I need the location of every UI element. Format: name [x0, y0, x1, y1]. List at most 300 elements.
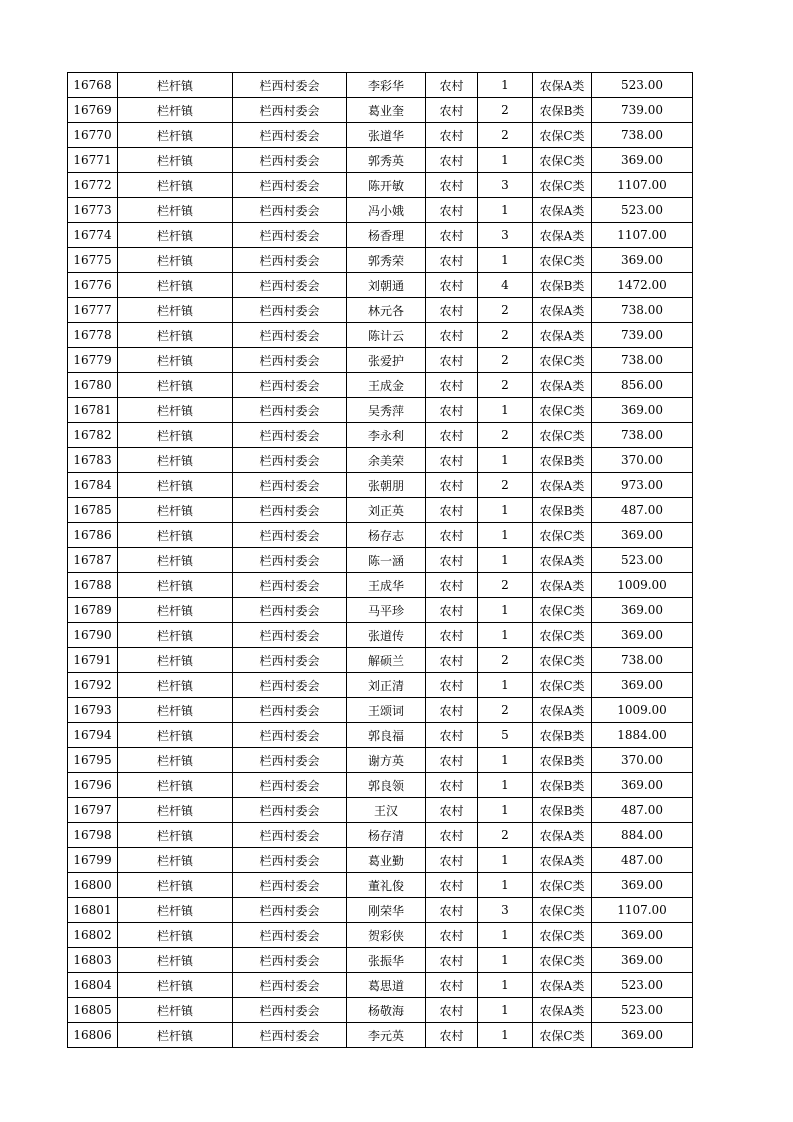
village-committee-cell: 栏西村委会	[233, 423, 347, 448]
person-name-cell: 葛业奎	[347, 98, 426, 123]
amount-cell: 369.00	[592, 598, 693, 623]
village-committee-cell: 栏西村委会	[233, 598, 347, 623]
record-id-cell: 16800	[68, 873, 118, 898]
household-type-cell: 农村	[426, 648, 478, 673]
roster-body	[68, 73, 693, 1048]
table-row	[68, 598, 693, 623]
person-name-cell: 郭良福	[347, 723, 426, 748]
town-cell: 栏杆镇	[118, 273, 233, 298]
amount-cell: 523.00	[592, 548, 693, 573]
person-name-cell: 贺彩侠	[347, 923, 426, 948]
household-type-cell: 农村	[426, 373, 478, 398]
village-committee-cell: 栏西村委会	[233, 398, 347, 423]
insurance-category-cell: 农保C类	[533, 1023, 592, 1048]
town-cell: 栏杆镇	[118, 848, 233, 873]
person-name-cell: 杨香理	[347, 223, 426, 248]
amount-cell: 738.00	[592, 648, 693, 673]
amount-cell: 1472.00	[592, 273, 693, 298]
insurance-category-cell: 农保C类	[533, 398, 592, 423]
table-row	[68, 223, 693, 248]
insurance-category-cell: 农保C类	[533, 523, 592, 548]
household-type-cell: 农村	[426, 923, 478, 948]
village-committee-cell: 栏西村委会	[233, 373, 347, 398]
insurance-category-cell: 农保C类	[533, 898, 592, 923]
member-count-cell: 2	[478, 98, 533, 123]
record-id-cell: 16793	[68, 698, 118, 723]
amount-cell: 738.00	[592, 298, 693, 323]
insurance-category-cell: 农保B类	[533, 273, 592, 298]
insurance-category-cell: 农保B类	[533, 798, 592, 823]
household-type-cell: 农村	[426, 773, 478, 798]
member-count-cell: 1	[478, 623, 533, 648]
record-id-cell: 16774	[68, 223, 118, 248]
insurance-category-cell: 农保B类	[533, 448, 592, 473]
person-name-cell: 张道传	[347, 623, 426, 648]
person-name-cell: 陈一涵	[347, 548, 426, 573]
member-count-cell: 2	[478, 423, 533, 448]
village-committee-cell: 栏西村委会	[233, 198, 347, 223]
insurance-category-cell: 农保A类	[533, 298, 592, 323]
amount-cell: 973.00	[592, 473, 693, 498]
member-count-cell: 1	[478, 198, 533, 223]
member-count-cell: 2	[478, 123, 533, 148]
town-cell: 栏杆镇	[118, 523, 233, 548]
person-name-cell: 余美荣	[347, 448, 426, 473]
person-name-cell: 陈计云	[347, 323, 426, 348]
town-cell: 栏杆镇	[118, 598, 233, 623]
village-committee-cell: 栏西村委会	[233, 548, 347, 573]
record-id-cell: 16770	[68, 123, 118, 148]
member-count-cell: 3	[478, 223, 533, 248]
insurance-category-cell: 农保B类	[533, 773, 592, 798]
village-committee-cell: 栏西村委会	[233, 473, 347, 498]
amount-cell: 523.00	[592, 998, 693, 1023]
record-id-cell: 16773	[68, 198, 118, 223]
table-row	[68, 823, 693, 848]
table-row	[68, 548, 693, 573]
table-row	[68, 873, 693, 898]
village-committee-cell: 栏西村委会	[233, 123, 347, 148]
amount-cell: 369.00	[592, 623, 693, 648]
amount-cell: 369.00	[592, 673, 693, 698]
town-cell: 栏杆镇	[118, 198, 233, 223]
village-committee-cell: 栏西村委会	[233, 923, 347, 948]
amount-cell: 370.00	[592, 448, 693, 473]
member-count-cell: 1	[478, 523, 533, 548]
table-row	[68, 73, 693, 98]
household-type-cell: 农村	[426, 323, 478, 348]
town-cell: 栏杆镇	[118, 98, 233, 123]
village-committee-cell: 栏西村委会	[233, 623, 347, 648]
member-count-cell: 1	[478, 498, 533, 523]
member-count-cell: 2	[478, 373, 533, 398]
amount-cell: 856.00	[592, 373, 693, 398]
household-type-cell: 农村	[426, 273, 478, 298]
amount-cell: 369.00	[592, 148, 693, 173]
amount-cell: 369.00	[592, 873, 693, 898]
town-cell: 栏杆镇	[118, 748, 233, 773]
member-count-cell: 1	[478, 548, 533, 573]
table-row	[68, 273, 693, 298]
household-type-cell: 农村	[426, 623, 478, 648]
member-count-cell: 1	[478, 673, 533, 698]
member-count-cell: 3	[478, 173, 533, 198]
village-committee-cell: 栏西村委会	[233, 323, 347, 348]
household-type-cell: 农村	[426, 148, 478, 173]
person-name-cell: 张道华	[347, 123, 426, 148]
member-count-cell: 1	[478, 148, 533, 173]
record-id-cell: 16779	[68, 348, 118, 373]
member-count-cell: 3	[478, 898, 533, 923]
table-row	[68, 648, 693, 673]
town-cell: 栏杆镇	[118, 323, 233, 348]
village-committee-cell: 栏西村委会	[233, 773, 347, 798]
village-committee-cell: 栏西村委会	[233, 148, 347, 173]
household-type-cell: 农村	[426, 673, 478, 698]
insurance-category-cell: 农保A类	[533, 998, 592, 1023]
member-count-cell: 1	[478, 973, 533, 998]
table-row	[68, 973, 693, 998]
member-count-cell: 2	[478, 323, 533, 348]
member-count-cell: 1	[478, 1023, 533, 1048]
household-type-cell: 农村	[426, 748, 478, 773]
household-type-cell: 农村	[426, 73, 478, 98]
amount-cell: 738.00	[592, 423, 693, 448]
town-cell: 栏杆镇	[118, 148, 233, 173]
amount-cell: 1107.00	[592, 898, 693, 923]
member-count-cell: 2	[478, 348, 533, 373]
household-type-cell: 农村	[426, 998, 478, 1023]
insurance-category-cell: 农保C类	[533, 173, 592, 198]
table-row	[68, 98, 693, 123]
household-type-cell: 农村	[426, 423, 478, 448]
household-type-cell: 农村	[426, 198, 478, 223]
record-id-cell: 16792	[68, 673, 118, 698]
member-count-cell: 5	[478, 723, 533, 748]
insurance-category-cell: 农保A类	[533, 73, 592, 98]
insurance-category-cell: 农保A类	[533, 823, 592, 848]
insurance-category-cell: 农保A类	[533, 698, 592, 723]
record-id-cell: 16768	[68, 73, 118, 98]
person-name-cell: 谢方英	[347, 748, 426, 773]
member-count-cell: 1	[478, 248, 533, 273]
member-count-cell: 1	[478, 798, 533, 823]
village-committee-cell: 栏西村委会	[233, 223, 347, 248]
member-count-cell: 1	[478, 848, 533, 873]
amount-cell: 1107.00	[592, 223, 693, 248]
person-name-cell: 杨存清	[347, 823, 426, 848]
household-type-cell: 农村	[426, 248, 478, 273]
table-row	[68, 373, 693, 398]
household-type-cell: 农村	[426, 448, 478, 473]
table-row	[68, 298, 693, 323]
village-committee-cell: 栏西村委会	[233, 298, 347, 323]
table-row	[68, 1023, 693, 1048]
record-id-cell: 16782	[68, 423, 118, 448]
household-type-cell: 农村	[426, 173, 478, 198]
town-cell: 栏杆镇	[118, 498, 233, 523]
insurance-category-cell: 农保B类	[533, 98, 592, 123]
amount-cell: 739.00	[592, 98, 693, 123]
member-count-cell: 1	[478, 748, 533, 773]
insurance-category-cell: 农保A类	[533, 323, 592, 348]
member-count-cell: 4	[478, 273, 533, 298]
insurance-category-cell: 农保A类	[533, 198, 592, 223]
village-committee-cell: 栏西村委会	[233, 648, 347, 673]
town-cell: 栏杆镇	[118, 698, 233, 723]
record-id-cell: 16776	[68, 273, 118, 298]
village-committee-cell: 栏西村委会	[233, 98, 347, 123]
amount-cell: 738.00	[592, 348, 693, 373]
village-committee-cell: 栏西村委会	[233, 73, 347, 98]
person-name-cell: 郭秀英	[347, 148, 426, 173]
town-cell: 栏杆镇	[118, 823, 233, 848]
insurance-category-cell: 农保C类	[533, 648, 592, 673]
person-name-cell: 葛业勤	[347, 848, 426, 873]
member-count-cell: 2	[478, 823, 533, 848]
table-row	[68, 998, 693, 1023]
table-row	[68, 148, 693, 173]
village-committee-cell: 栏西村委会	[233, 848, 347, 873]
record-id-cell: 16788	[68, 573, 118, 598]
amount-cell: 369.00	[592, 1023, 693, 1048]
table-row	[68, 623, 693, 648]
insurance-category-cell: 农保A类	[533, 473, 592, 498]
amount-cell: 1009.00	[592, 698, 693, 723]
record-id-cell: 16789	[68, 598, 118, 623]
record-id-cell: 16786	[68, 523, 118, 548]
household-type-cell: 农村	[426, 973, 478, 998]
person-name-cell: 冯小娥	[347, 198, 426, 223]
insurance-category-cell: 农保C类	[533, 623, 592, 648]
table-row	[68, 773, 693, 798]
insurance-category-cell: 农保A类	[533, 573, 592, 598]
household-type-cell: 农村	[426, 598, 478, 623]
village-committee-cell: 栏西村委会	[233, 723, 347, 748]
amount-cell: 523.00	[592, 73, 693, 98]
record-id-cell: 16794	[68, 723, 118, 748]
insurance-category-cell: 农保C类	[533, 148, 592, 173]
record-id-cell: 16799	[68, 848, 118, 873]
record-id-cell: 16790	[68, 623, 118, 648]
record-id-cell: 16802	[68, 923, 118, 948]
household-type-cell: 农村	[426, 873, 478, 898]
table-row	[68, 423, 693, 448]
town-cell: 栏杆镇	[118, 673, 233, 698]
person-name-cell: 陈开敏	[347, 173, 426, 198]
household-type-cell: 农村	[426, 523, 478, 548]
insurance-category-cell: 农保A类	[533, 373, 592, 398]
insurance-category-cell: 农保C类	[533, 123, 592, 148]
table-row	[68, 173, 693, 198]
insurance-category-cell: 农保C类	[533, 673, 592, 698]
table-row	[68, 573, 693, 598]
village-committee-cell: 栏西村委会	[233, 348, 347, 373]
insurance-category-cell: 农保A类	[533, 548, 592, 573]
household-type-cell: 农村	[426, 798, 478, 823]
member-count-cell: 2	[478, 298, 533, 323]
amount-cell: 523.00	[592, 973, 693, 998]
table-row	[68, 398, 693, 423]
household-type-cell: 农村	[426, 948, 478, 973]
insurance-category-cell: 农保C类	[533, 348, 592, 373]
town-cell: 栏杆镇	[118, 998, 233, 1023]
table-row	[68, 198, 693, 223]
town-cell: 栏杆镇	[118, 973, 233, 998]
insurance-category-cell: 农保B类	[533, 498, 592, 523]
town-cell: 栏杆镇	[118, 423, 233, 448]
record-id-cell: 16783	[68, 448, 118, 473]
amount-cell: 487.00	[592, 848, 693, 873]
amount-cell: 1009.00	[592, 573, 693, 598]
amount-cell: 369.00	[592, 773, 693, 798]
person-name-cell: 林元各	[347, 298, 426, 323]
amount-cell: 487.00	[592, 798, 693, 823]
person-name-cell: 郭秀荣	[347, 248, 426, 273]
member-count-cell: 2	[478, 473, 533, 498]
record-id-cell: 16787	[68, 548, 118, 573]
person-name-cell: 王成华	[347, 573, 426, 598]
household-type-cell: 农村	[426, 348, 478, 373]
member-count-cell: 1	[478, 948, 533, 973]
table-row	[68, 798, 693, 823]
record-id-cell: 16785	[68, 498, 118, 523]
record-id-cell: 16791	[68, 648, 118, 673]
household-type-cell: 农村	[426, 298, 478, 323]
person-name-cell: 刘正清	[347, 673, 426, 698]
village-committee-cell: 栏西村委会	[233, 698, 347, 723]
insurance-category-cell: 农保C类	[533, 948, 592, 973]
table-row	[68, 448, 693, 473]
town-cell: 栏杆镇	[118, 398, 233, 423]
town-cell: 栏杆镇	[118, 948, 233, 973]
town-cell: 栏杆镇	[118, 473, 233, 498]
town-cell: 栏杆镇	[118, 348, 233, 373]
member-count-cell: 1	[478, 448, 533, 473]
town-cell: 栏杆镇	[118, 373, 233, 398]
person-name-cell: 王颂词	[347, 698, 426, 723]
table-row	[68, 473, 693, 498]
member-count-cell: 2	[478, 573, 533, 598]
town-cell: 栏杆镇	[118, 898, 233, 923]
person-name-cell: 董礼俊	[347, 873, 426, 898]
record-id-cell: 16795	[68, 748, 118, 773]
person-name-cell: 张朝朋	[347, 473, 426, 498]
town-cell: 栏杆镇	[118, 223, 233, 248]
person-name-cell: 刘朝通	[347, 273, 426, 298]
person-name-cell: 王成金	[347, 373, 426, 398]
household-type-cell: 农村	[426, 698, 478, 723]
village-committee-cell: 栏西村委会	[233, 998, 347, 1023]
insurance-category-cell: 农保C类	[533, 923, 592, 948]
town-cell: 栏杆镇	[118, 623, 233, 648]
insurance-category-cell: 农保B类	[533, 748, 592, 773]
town-cell: 栏杆镇	[118, 798, 233, 823]
town-cell: 栏杆镇	[118, 1023, 233, 1048]
insurance-category-cell: 农保C类	[533, 248, 592, 273]
town-cell: 栏杆镇	[118, 873, 233, 898]
record-id-cell: 16797	[68, 798, 118, 823]
town-cell: 栏杆镇	[118, 448, 233, 473]
amount-cell: 369.00	[592, 923, 693, 948]
village-committee-cell: 栏西村委会	[233, 248, 347, 273]
member-count-cell: 1	[478, 398, 533, 423]
town-cell: 栏杆镇	[118, 248, 233, 273]
village-committee-cell: 栏西村委会	[233, 173, 347, 198]
town-cell: 栏杆镇	[118, 73, 233, 98]
record-id-cell: 16771	[68, 148, 118, 173]
insurance-category-cell: 农保C类	[533, 598, 592, 623]
table-row	[68, 498, 693, 523]
village-committee-cell: 栏西村委会	[233, 273, 347, 298]
insurance-category-cell: 农保C类	[533, 423, 592, 448]
amount-cell: 884.00	[592, 823, 693, 848]
amount-cell: 487.00	[592, 498, 693, 523]
record-id-cell: 16801	[68, 898, 118, 923]
record-id-cell: 16803	[68, 948, 118, 973]
insurance-category-cell: 农保B类	[533, 723, 592, 748]
household-type-cell: 农村	[426, 398, 478, 423]
record-id-cell: 16796	[68, 773, 118, 798]
person-name-cell: 刚荣华	[347, 898, 426, 923]
village-committee-cell: 栏西村委会	[233, 523, 347, 548]
table-row	[68, 523, 693, 548]
household-type-cell: 农村	[426, 473, 478, 498]
person-name-cell: 马平珍	[347, 598, 426, 623]
person-name-cell: 刘正英	[347, 498, 426, 523]
table-row	[68, 723, 693, 748]
amount-cell: 369.00	[592, 523, 693, 548]
table-row	[68, 848, 693, 873]
village-committee-cell: 栏西村委会	[233, 798, 347, 823]
town-cell: 栏杆镇	[118, 723, 233, 748]
village-committee-cell: 栏西村委会	[233, 448, 347, 473]
insurance-category-cell: 农保A类	[533, 223, 592, 248]
amount-cell: 370.00	[592, 748, 693, 773]
amount-cell: 739.00	[592, 323, 693, 348]
member-count-cell: 2	[478, 698, 533, 723]
village-committee-cell: 栏西村委会	[233, 498, 347, 523]
household-type-cell: 农村	[426, 123, 478, 148]
town-cell: 栏杆镇	[118, 548, 233, 573]
village-committee-cell: 栏西村委会	[233, 898, 347, 923]
person-name-cell: 杨存志	[347, 523, 426, 548]
town-cell: 栏杆镇	[118, 298, 233, 323]
village-committee-cell: 栏西村委会	[233, 748, 347, 773]
village-committee-cell: 栏西村委会	[233, 573, 347, 598]
record-id-cell: 16769	[68, 98, 118, 123]
table-row	[68, 698, 693, 723]
town-cell: 栏杆镇	[118, 923, 233, 948]
household-type-cell: 农村	[426, 98, 478, 123]
record-id-cell: 16772	[68, 173, 118, 198]
household-type-cell: 农村	[426, 848, 478, 873]
village-committee-cell: 栏西村委会	[233, 948, 347, 973]
table-row	[68, 323, 693, 348]
table-row	[68, 348, 693, 373]
village-committee-cell: 栏西村委会	[233, 823, 347, 848]
person-name-cell: 解硕兰	[347, 648, 426, 673]
table-row	[68, 123, 693, 148]
member-count-cell: 1	[478, 598, 533, 623]
record-id-cell: 16780	[68, 373, 118, 398]
person-name-cell: 李彩华	[347, 73, 426, 98]
record-id-cell: 16806	[68, 1023, 118, 1048]
town-cell: 栏杆镇	[118, 773, 233, 798]
record-id-cell: 16775	[68, 248, 118, 273]
table-row	[68, 948, 693, 973]
table-row	[68, 248, 693, 273]
